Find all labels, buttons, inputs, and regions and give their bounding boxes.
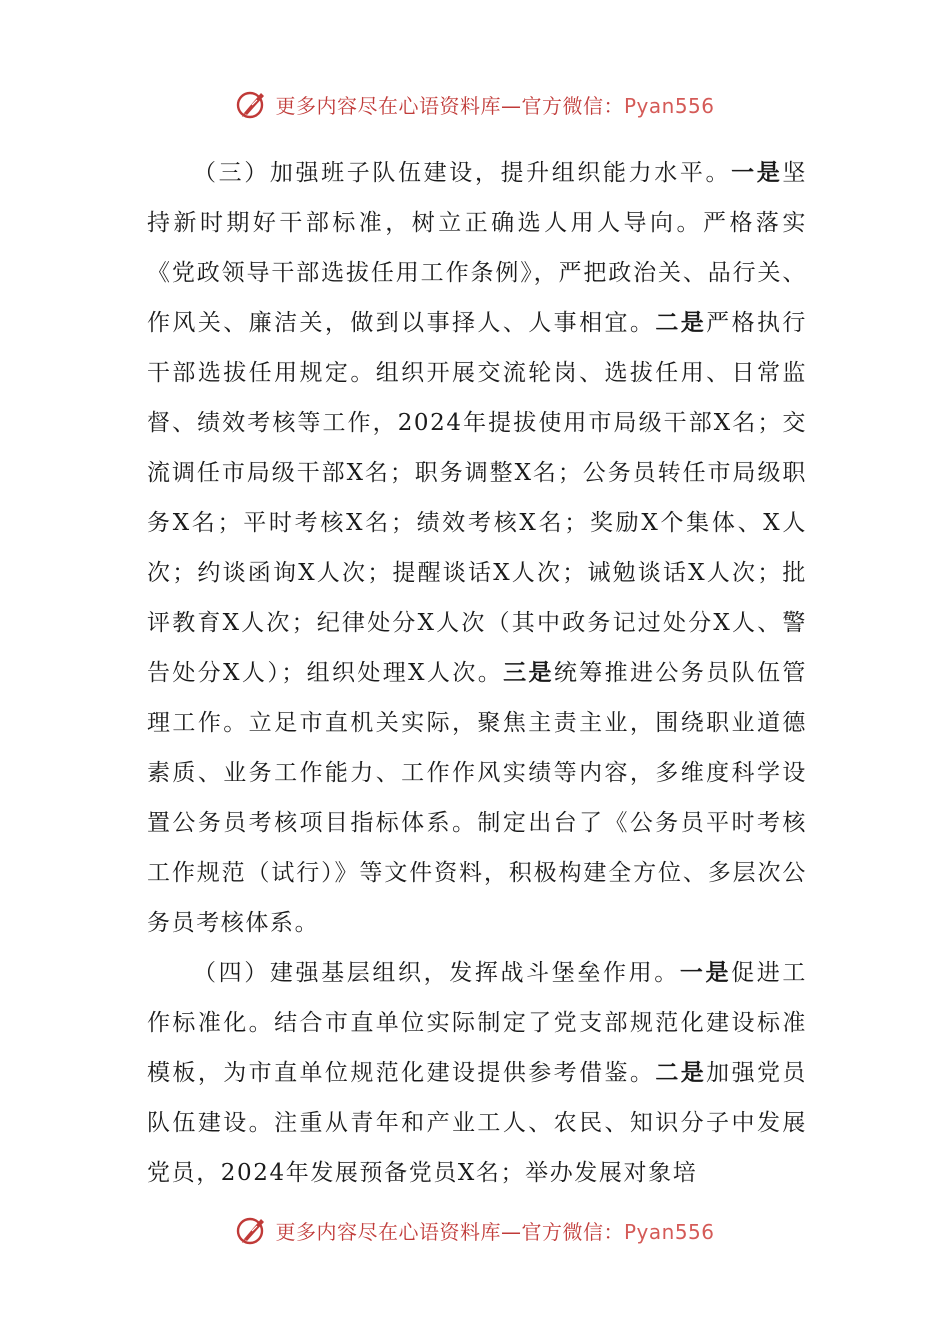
paragraph-heading: （四）建强基层组织，发挥战斗堡垒作用。 — [193, 960, 680, 986]
watermark-wechat-id: Pyan556 — [623, 1219, 715, 1244]
document-body — [147, 148, 807, 1198]
paragraph-text: 加强党员队伍建设。注重从青年和产业工人、农民、知识分子中发展党员，2024年发展预备党员X名；举办发展对象培 — [147, 1060, 808, 1186]
paragraph-text: 统筹推进公务员队伍管理工作。立足市直机关实际，聚焦主责主业，围绕职业道德素质、业务工作能力、工作作风实绩等内容，多维度科学设置公务员考核项目指标体系。制定出台了《公务员平时考核工作规范（试行）》等文件资料，积极构建全方位、多层次公务员考核体系。 — [147, 660, 808, 936]
watermark-wechat-id: Pyan556 — [623, 93, 715, 118]
paragraph-team-building — [147, 148, 807, 948]
watermark-separator: — — [500, 1219, 522, 1244]
footer-watermark-banner — [0, 1208, 950, 1252]
emphasis-marker: 二是 — [655, 309, 707, 336]
paragraph-text: 严格执行干部选拔任用规定。组织开展交流轮岗、选拔任用、日常监督、绩效考核等工作，2024年提拔使用市局级干部X名；交流调任市局级干部X名；职务调整X名；公务员转任市局级职务X名；平时考核X名；绩效考核X名；奖励X个集体、X人次；约谈函询X人次；提醒谈话X人次；诫勉谈话X人次；批评教育X人次；纪律处分X人次（其中政务记过处分X人、警告处分X人）；组织处理X人次。 — [147, 310, 808, 686]
emphasis-marker: 二是 — [655, 1059, 707, 1086]
watermark-text — [275, 1216, 714, 1245]
watermark-site: 更多内容尽在心语资料库 — [275, 93, 501, 118]
quill-circle-icon — [235, 1213, 269, 1247]
quill-circle-icon — [235, 87, 269, 121]
watermark-wechat-label: 官方微信： — [521, 93, 624, 118]
watermark-separator: — — [500, 93, 522, 118]
emphasis-marker: 一是 — [679, 959, 732, 986]
paragraph-text: 促进工作标准化。结合市直单位实际制定了党支部规范化建设标准模板，为市直单位规范化建设提供参考借鉴。 — [147, 960, 808, 1086]
paragraph-heading: （三）加强班子队伍建设，提升组织能力水平。 — [193, 160, 732, 186]
paragraph-grassroots — [147, 948, 807, 1198]
paragraph-text: 坚持新时期好干部标准，树立正确选人用人导向。严格落实《党政领导干部选拔任用工作条例》，严把政治关、品行关、作风关、廉洁关，做到以事择人、人事相宜。 — [147, 160, 808, 336]
watermark-text — [275, 90, 714, 119]
emphasis-marker: 一是 — [731, 159, 783, 186]
emphasis-marker: 三是 — [503, 659, 554, 686]
watermark-site: 更多内容尽在心语资料库 — [275, 1219, 501, 1244]
header-watermark-banner — [0, 82, 950, 126]
watermark-wechat-label: 官方微信： — [521, 1219, 624, 1244]
